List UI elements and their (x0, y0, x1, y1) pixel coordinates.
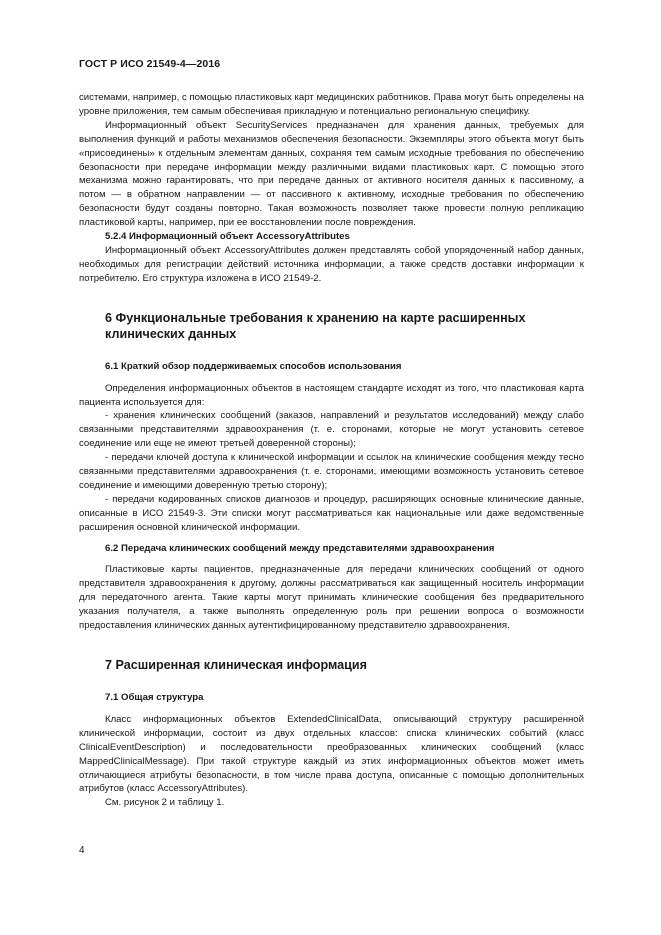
subsection-heading-5-2-4: 5.2.4 Информационный объект AccessoryAttributes (105, 231, 350, 243)
paragraph-accessory-attributes: Информационный объект AccessoryAttributes должен представлять собой упорядоченный набор данных, необходимых для регистрации действий источника информации, а также средств доставки информации к потребителю. Его структура изложена в ИСО 21549-2. (79, 244, 584, 284)
subsection-heading-7-1: 7.1 Общая структура (105, 692, 204, 703)
paragraph-extended-clinical-data: Класс информационных объектов ExtendedClinicalData, описывающий структуру расширенной клинической информации, состоит из двух отдельных классов: списка клинических событий (класс ClinicalEventDescription) и последовательности преобразованных клинических сообщений (класс MappedClinicalMessage). При такой структуре каждый из этих информационных объектов может иметь отличающиеся атрибуты безопасности, в том числе права доступа, описанные с помощью дополнительных атрибутов (класс AccessoryAttributes). (79, 713, 584, 795)
section-heading-6: 6 Функциональные требования к хранению на карте расширенных клинических данных (105, 310, 526, 341)
list-item-key-transfer: - передачи ключей доступа к клинической информации и ссылок на клинические сообщения между тесно связанными представителями здравоохранения (т. е. сторонами, имеющими возможность установить сетевое соединение и имеющими доверенную третью сторону); (79, 452, 584, 491)
subsection-heading-6-1: 6.1 Краткий обзор поддерживаемых способов использования (105, 360, 402, 372)
list-item-coded-lists: - передачи кодированных списков диагнозов и процедур, расширяющих основные клинические данные, описанные в ИСО 21549-3. Эти списки могут рассматриваться как национальные или даже ведомственные расширения основной клинической информации. (79, 493, 584, 533)
subsection-heading-6-2: 6.2 Передача клинических сообщений между представителями здравоохранения (105, 542, 495, 554)
section-heading-7: 7 Расширенная клиническая информация (105, 658, 368, 672)
standard-header: ГОСТ Р ИСО 21549-4—2016 (79, 58, 221, 70)
paragraph-continuation: системами, например, с помощью пластиковых карт медицинских работников. Права могут быть определены на уровне приложения, тем самым обеспечивая прикладную и потенциально региональную специфику. (79, 92, 584, 117)
paragraph-security-services: Информационный объект SecurityServices предназначен для хранения данных, требуемых для выполнения функций и работы механизмов обеспечения безопасности. Экземпляры этого объекта могут быть «присоединены» к отдельным элементам данных, сохраняя тем самым исходные требования по обеспечению безопасности при передаче информации между различными видами пластиковых карт. С помощью этого механизма можно гарантировать, что при передаче данных от активного носителя данных к пассивному, а потом — в обратном направлении — от пассивного к активному, исходные требования по обеспечению безопасности будут созданы повторно. Такая возможность позволяет также провести полную репликацию пластиковой карты, например, при ее восстановлении после повреждения. (79, 119, 584, 229)
paragraph-clinical-messages: Пластиковые карты пациентов, предназначенные для передачи клинических сообщений от одного представителя здравоохранения к другому, должны рассматриваться как защищенный носитель информации для передаточного агента. Такие карты могут принимать клинические сообщения без предварительного указания получателя, а также выполнять определенную роль при решении вопроса о возможности предоставления клинических данных аутентифицированному представителю здравоохранения. (79, 564, 584, 632)
paragraph-figure-reference: См. рисунок 2 и таблицу 1. (105, 797, 225, 809)
paragraph-usage-intro: Определения информационных объектов в настоящем стандарте исходят из того, что пластиковая карта пациента используется для: (79, 382, 584, 408)
page-number: 4 (79, 845, 85, 856)
list-item-storage: - хранения клинических сообщений (заказов, направлений и результатов исследований) между слабо связанными представителями здравоохранения (т. е. сторонами, которые не могут установить сетевое соединение или еще не имеют третьей доверенной стороны); (79, 410, 584, 450)
page-body (79, 91, 584, 810)
